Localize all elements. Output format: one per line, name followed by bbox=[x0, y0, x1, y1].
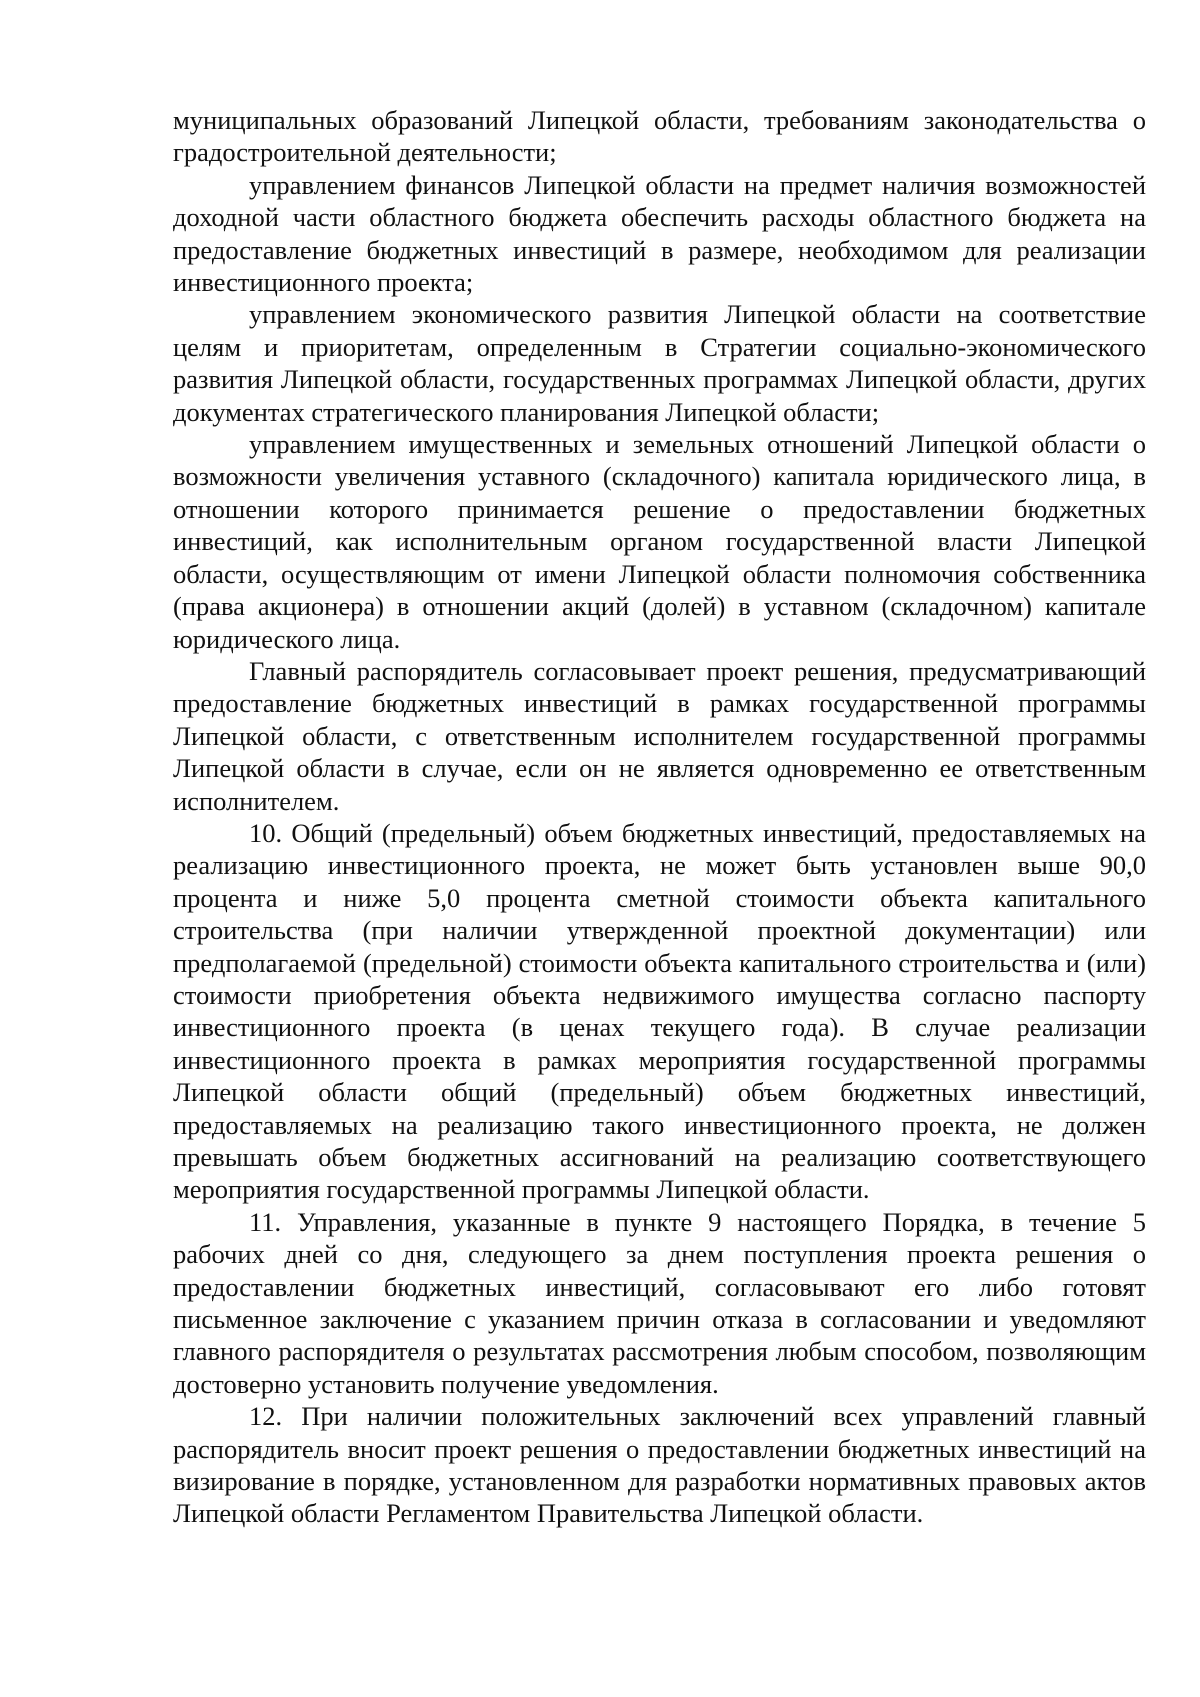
paragraph-continuation: муниципальных образований Липецкой области, требованиям законодательства о градостроительной деятельности; bbox=[173, 105, 1146, 168]
paragraph-finance-department: управлением финансов Липецкой области на предмет наличия возможностей доходной части областного бюджета обеспечить расходы областного бюджета на предоставление бюджетных инвестиций в размере, необходимом для реализации инвестиционного проекта; bbox=[173, 169, 1146, 298]
paragraph-main-administrator: Главный распорядитель согласовывает проект решения, предусматривающий предоставление бюджетных инвестиций в рамках государственной программы Липецкой области, с ответственным исполнителем государственной программы Липецкой области в случае, если он не является одновременно ее ответственным исполнителем. bbox=[173, 655, 1146, 816]
paragraph-item-10: 10. Общий (предельный) объем бюджетных инвестиций, предоставляемых на реализацию инвестиционного проекта, не может быть установлен выше 90,0 процента и ниже 5,0 процента сметной стоимости объекта капитального строительства (при наличии утвержденной проектной документации) или предполагаемой (предельной) стоимости объекта капитального строительства и (или) стоимости приобретения объекта недвижимого имущества согласно паспорту инвестиционного проекта (в ценах текущего года). В случае реализации инвестиционного проекта в рамках мероприятия государственной программы Липецкой области общий (предельный) объем бюджетных инвестиций, предоставляемых на реализацию такого инвестиционного проекта, не должен превышать объем бюджетных ассигнований на реализацию соответствующего мероприятия государственной программы Липецкой области. bbox=[173, 817, 1146, 1205]
paragraph-economic-development: управлением экономического развития Липецкой области на соответствие целям и приоритетам, определенным в Стратегии социально-экономического развития Липецкой области, государственных программах Липецкой области, других документах стратегического планирования Липецкой области; bbox=[173, 299, 1146, 427]
paragraph-item-12: 12. При наличии положительных заключений всех управлений главный распорядитель вносит проект решения о предоставлении бюджетных инвестиций на визирование в порядке, установленном для разработки нормативных правовых актов Липецкой области Регламентом Правительства Липецкой области. bbox=[173, 1401, 1146, 1529]
document-page bbox=[173, 104, 1146, 1530]
paragraph-item-11: 11. Управления, указанные в пункте 9 настоящего Порядка, в течение 5 рабочих дней со дня, следующего за днем поступления проекта решения о предоставлении бюджетных инвестиций, согласовывают его либо готовят письменное заключение с указанием причин отказа в согласовании и уведомляют главного распорядителя о результатах рассмотрения любым способом, позволяющим достоверно установить получение уведомления. bbox=[173, 1206, 1146, 1399]
paragraph-property-relations: управлением имущественных и земельных отношений Липецкой области о возможности увеличения уставного (складочного) капитала юридического лица, в отношении которого принимается решение о предоставлении бюджетных инвестиций, как исполнительным органом государственной власти Липецкой области, осуществляющим от имени Липецкой области полномочия собственника (права акционера) в отношении акций (долей) в уставном (складочном) капитале юридического лица. bbox=[173, 429, 1146, 654]
